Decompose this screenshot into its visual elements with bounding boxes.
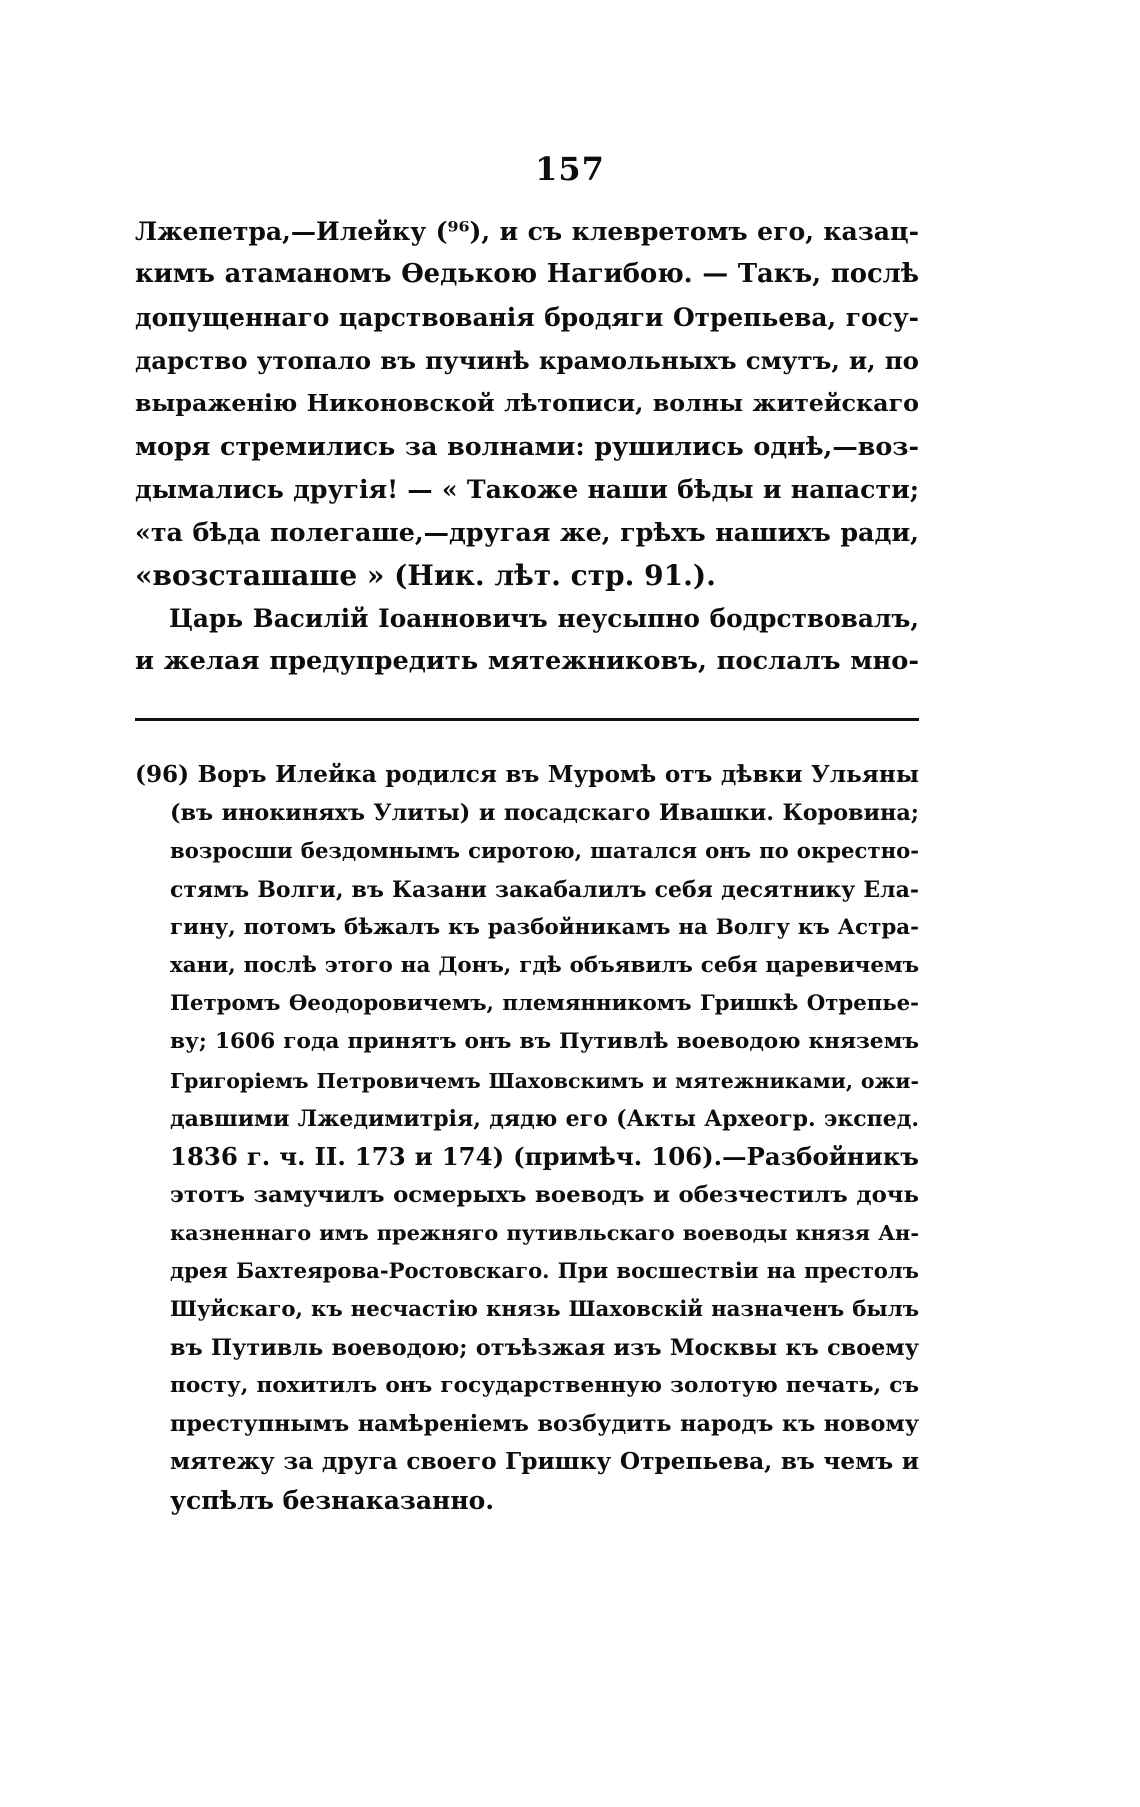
text-line: выраженію Никоновской лѣтописи, волны житейскаго [135, 389, 919, 417]
footnote-line: ву; 1606 года принятъ онъ въ Путивлѣ воеводою княземъ [170, 1029, 919, 1055]
text-line: Лжепетра,—Илейку (⁹⁶), и съ клевретомъ его, казац- [135, 216, 919, 246]
footnote-line: дрея Бахтеярова-Ростовскаго. При восшествіи на престолъ [170, 1258, 919, 1284]
footnote-line: казненнаго имъ прежняго путивльскаго воеводы князя Ан- [170, 1220, 919, 1246]
text-line: Царь Василій Іоанновичъ неусыпно бодрствовалъ, [169, 604, 919, 633]
text-line: и желая предупредить мятежниковъ, послалъ мно- [135, 646, 919, 676]
footnote-separator [135, 718, 919, 721]
main-text [135, 210, 919, 683]
footnote-line: мятежу за друга своего Гришку Отрепьева, въ чемъ и [170, 1448, 919, 1476]
text-line: «возсташаше » (Ник. лѣт. стр. 91.). [135, 559, 716, 592]
footnote-line: 1836 г. ч. II. 173 и 174) (примѣч. 106).—Разбойникъ [170, 1141, 919, 1171]
text-line: допущеннаго царствованія бродяги Отрепьева, госу- [135, 303, 919, 332]
footnote-line: возросши бездомнымъ сиротою, шатался онъ по окрестно- [170, 838, 919, 864]
footnote-line: гину, потомъ бѣжалъ къ разбойникамъ на Волгу къ Астра- [170, 914, 919, 940]
footnote-line: въ Путивль воеводою; отъѣзжая изъ Москвы къ своему [170, 1334, 919, 1361]
footnote [135, 756, 919, 1520]
text-line: дымались другія! — « Такоже наши бѣды и напасти; [135, 474, 919, 504]
footnote-line: Шуйскаго, къ несчастію князь Шаховскій назначенъ былъ [170, 1296, 919, 1322]
footnote-line: (въ инокиняхъ Улиты) и посадскаго Ивашки. Коровина; [170, 800, 919, 827]
footnote-line: стямъ Волги, въ Казани закабалилъ себя десятнику Ела- [170, 876, 919, 903]
text-line: дарство утопало въ пучинѣ крамольныхъ смутъ, и, по [135, 346, 919, 375]
footnote-line: преступнымъ намѣреніемъ возбудить народъ къ новому [170, 1411, 919, 1438]
page-number: 157 [535, 150, 605, 188]
text-line: «та бѣда полегаше,—другая же, грѣхъ нашихъ ради, [135, 517, 919, 547]
footnote-line: этотъ замучилъ осмерыхъ воеводъ и обезчестилъ дочь [170, 1182, 919, 1209]
text-line: моря стремились за волнами: рушились однѣ,—воз- [135, 431, 919, 461]
text-line: кимъ атаманомъ Ѳедькою Нагибою. — Такъ, послѣ [135, 259, 919, 289]
footnote-line: успѣлъ безнаказанно. [170, 1485, 495, 1515]
footnote-line: Григоріемъ Петровичемъ Шаховскимъ и мятежниками, ожи- [170, 1068, 919, 1093]
footnote-line: давшими Лжедимитрія, дядю его (Акты Археогр. экспед. [170, 1105, 919, 1132]
footnote-line: посту, похитилъ онъ государственную золотую печать, съ [170, 1373, 919, 1398]
footnote-line: Петромъ Ѳеодоровичемъ, племянникомъ Гришкѣ Отрепье- [170, 991, 919, 1017]
footnote-line: хани, послѣ этого на Донъ, гдѣ объявилъ себя царевичемъ [170, 952, 919, 978]
footnote-line: (96) Воръ Илейка родился въ Муромѣ отъ дѣвки Ульяны [135, 761, 919, 788]
